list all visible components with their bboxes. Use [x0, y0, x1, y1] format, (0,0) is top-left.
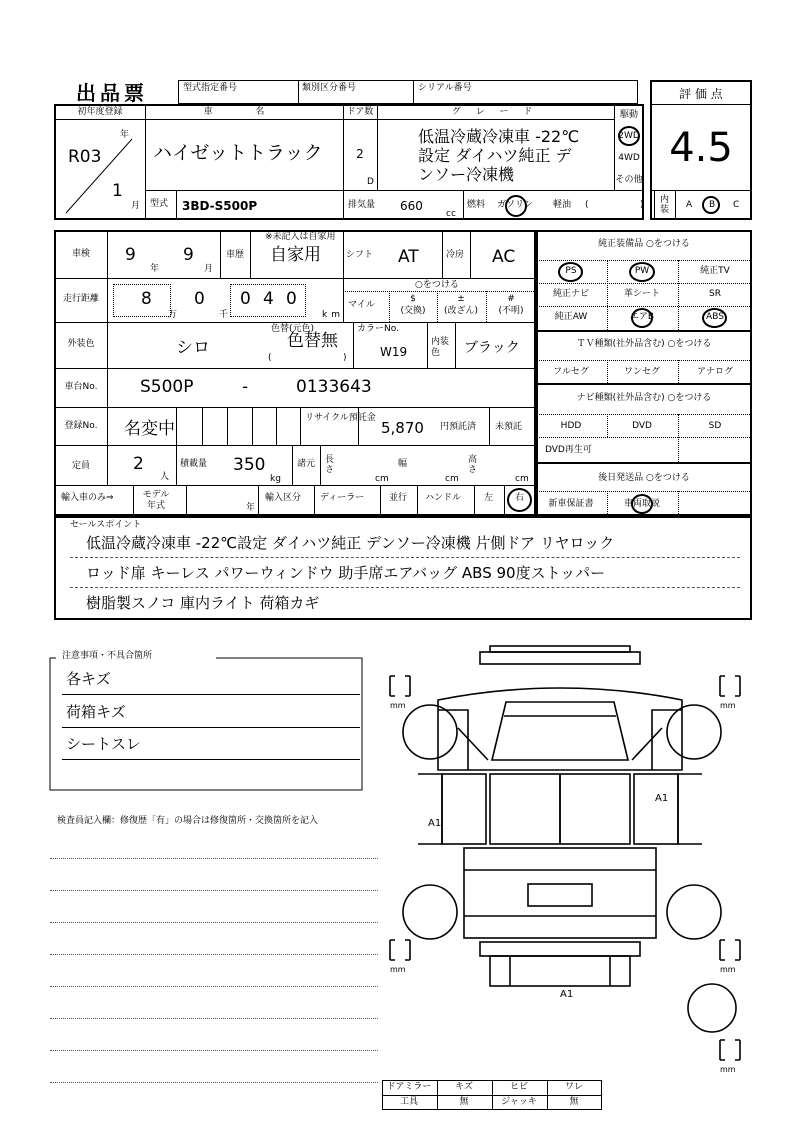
mileage-label: 走行距離: [62, 294, 100, 304]
capacity-unit: 人: [160, 472, 170, 482]
eq-leather: 革シート: [623, 289, 661, 299]
history-note: ※未記入は自家用: [265, 232, 336, 242]
repaint-label: 色替(元色): [271, 324, 315, 334]
later-title: 後日発送品 ○をつける: [598, 473, 690, 483]
fuel-gasoline-circle: [505, 195, 527, 217]
eq-abs-circle: [702, 308, 727, 328]
registration-slash: [60, 135, 140, 215]
load-value: 350: [233, 455, 266, 475]
mileage-sen-unit: 千: [219, 310, 229, 320]
capacity-value: 2: [133, 454, 144, 474]
acc-jack-value: 無: [569, 1097, 579, 1107]
eq-abs: ABS: [706, 312, 724, 322]
recycle-label: リサイクル預託金: [305, 413, 376, 423]
color-no-value: W19: [380, 345, 408, 359]
length-label: 長さ: [325, 455, 335, 475]
mileage-man-unit: 万: [168, 310, 178, 320]
acc-jack: ジャッキ: [501, 1097, 537, 1107]
load-unit: kg: [270, 474, 281, 484]
chassis-dash: -: [242, 377, 249, 397]
inspection-month: 9: [183, 245, 194, 265]
eq-pw: PW: [634, 266, 650, 276]
import-label: 輸入車のみ⇒: [61, 493, 114, 503]
navi-sd: SD: [708, 421, 722, 431]
unknown-label: (不明): [498, 306, 524, 316]
inspection-label: 車検: [71, 249, 91, 259]
displacement-value: 660: [400, 199, 423, 213]
int-color-value: ブラック: [464, 340, 520, 356]
acc-tools: 工具: [399, 1097, 419, 1107]
navi-hdd: HDD: [560, 421, 582, 431]
damage-mark-left: A1: [428, 818, 442, 829]
note-2: 荷箱キズ: [66, 703, 126, 721]
acc-header-mirror: ドアミラー: [386, 1082, 432, 1092]
altered-label: (改ざん): [443, 306, 479, 316]
shift-value: AT: [398, 247, 419, 267]
note-1: 各キズ: [66, 670, 111, 688]
mileage-digit-2: 0: [194, 289, 205, 309]
model-year-unit: 年: [246, 503, 256, 513]
import-class-label: 輸入区分: [265, 493, 302, 503]
vehicle-damage-diagram: [378, 640, 758, 1080]
later-manual: 車両取説: [623, 499, 661, 509]
interior-label: 内装: [660, 195, 670, 215]
acc-header-crack: ヒビ: [509, 1082, 529, 1092]
category-number-label: 類別区分番号: [302, 83, 357, 93]
mileage-digit-1: 8: [141, 289, 152, 309]
mm-label-5: mm: [720, 1065, 736, 1074]
repaint-paren-open: (: [268, 353, 272, 363]
dims-label: 諸元: [297, 459, 316, 469]
serial-number-label: シリアル番号: [418, 83, 472, 93]
navi-dvd: DVD: [632, 421, 652, 431]
tv-analog: アナログ: [696, 367, 734, 377]
drive-2wd: 2WD: [618, 131, 640, 141]
displacement-unit: cc: [446, 209, 456, 219]
grade-text: 低温冷蔵冷凍車 -22℃ 設定 ダイハツ純正 デ ンソー冷凍機: [418, 127, 580, 184]
drive-4wd: 4WD: [618, 153, 640, 163]
repaint-value: 色替無: [287, 331, 338, 351]
history-value: 自家用: [270, 245, 321, 265]
interior-a: A: [686, 200, 693, 210]
car-name: ハイゼットトラック: [153, 142, 323, 164]
ext-color-label: 外装色: [67, 339, 95, 349]
mm-label-4: mm: [720, 965, 736, 974]
handle-right-circle: [507, 488, 532, 512]
recycle-not: 未預託: [495, 422, 523, 432]
recycle-deposited: 円預託済: [440, 422, 477, 432]
month-unit: 月: [131, 201, 141, 211]
drive-other: その他: [615, 175, 643, 185]
doors-suffix: D: [367, 177, 374, 187]
ac-value: AC: [492, 247, 516, 267]
width-label: 幅: [398, 459, 408, 469]
doors-value: 2: [356, 147, 364, 161]
reg-value: 名変中: [124, 419, 175, 439]
import-dealer: ディーラー: [320, 493, 365, 503]
tv-fullseg: フルセグ: [553, 367, 589, 377]
later-manual-circle: [631, 494, 653, 514]
history-label: 車歴: [226, 250, 245, 260]
mileage-km-unit: km: [322, 310, 344, 320]
sales-line-2: ロッド扉 キーレス パワーウィンドウ 助手席エアバッグ ABS 90度ストッパー: [86, 564, 606, 582]
note-3: シートスレ: [66, 735, 141, 753]
recycle-value: 5,870: [381, 419, 424, 437]
color-no-label: カラーNo.: [357, 324, 399, 334]
shift-label: シフト: [346, 250, 374, 260]
load-label: 積載量: [180, 459, 208, 469]
grade-points-value: 4.5: [669, 125, 733, 171]
int-color-label: 内装色: [431, 337, 450, 358]
later-warranty: 新車保証書: [548, 499, 594, 509]
equipment-title: 純正装備品 ○をつける: [598, 239, 690, 249]
navi-dvd-play: DVD再生可: [545, 445, 592, 455]
damage-mark-rear: A1: [560, 989, 574, 1000]
chassis-label: 車台No.: [64, 382, 98, 392]
handle-right: 右: [515, 493, 525, 503]
tv-oneseg: ワンセグ: [623, 367, 661, 377]
sheet-title: 出品票: [76, 81, 148, 105]
width-cm: cm: [445, 474, 459, 484]
interior-box: [650, 190, 752, 220]
eq-sr: SR: [709, 289, 721, 299]
eq-ps-circle: [558, 262, 583, 282]
exchange-label: (交換): [400, 306, 426, 316]
mm-label-1: mm: [390, 701, 406, 710]
acc-header-scratch: キズ: [455, 1082, 473, 1092]
type-number-label: 型式指定番号: [183, 83, 238, 93]
eq-ps: PS: [565, 266, 577, 276]
damage-mark-right: A1: [655, 793, 669, 804]
mm-label-2: mm: [720, 701, 736, 710]
header-id-fields: [178, 80, 638, 104]
fuel-paren-open: (: [585, 200, 589, 210]
import-parallel: 並行: [389, 493, 408, 503]
mileage-digit-5: 0: [286, 289, 297, 309]
model-year-label: モデル年式: [142, 490, 170, 511]
handle-left: 左: [484, 493, 494, 503]
inspector-label: 検査員記入欄：修復歴「有」の場合は修復箇所・交換箇所を記入: [57, 816, 319, 826]
capacity-label: 定員: [71, 461, 91, 471]
eq-navi: 純正ナビ: [552, 289, 590, 299]
circle-note: ○をつける: [415, 280, 459, 290]
acc-header-break: ワレ: [564, 1082, 584, 1092]
ac-label: 冷房: [446, 250, 465, 260]
sales-line-1: 低温冷蔵冷凍車 -22℃設定 ダイハツ純正 デンソー冷凍機 片側ドア リヤロック: [86, 534, 615, 552]
eq-pw-circle: [629, 262, 655, 282]
grade-points-label: 評 価 点: [679, 87, 723, 101]
fuel-light-oil: 軽油: [553, 200, 572, 210]
unknown-symbol: #: [507, 294, 515, 304]
mileage-mile: マイル: [348, 300, 375, 310]
fuel-gasoline: ガソリン: [497, 200, 534, 210]
year-unit: 年: [120, 130, 130, 140]
height-cm: cm: [515, 474, 529, 484]
mileage-digit-3: 0: [240, 289, 251, 309]
mileage-digit-4: 4: [263, 289, 274, 309]
drive-label: 駆動: [619, 110, 639, 120]
doors-label: ドア数: [346, 107, 374, 117]
ext-color-value: シロ: [176, 338, 210, 358]
altered-symbol: ±: [457, 294, 465, 304]
inspection-year-unit: 年: [150, 264, 160, 274]
handle-label: ハンドル: [425, 493, 462, 503]
first-registration-label: 初年度登録: [77, 107, 123, 117]
fuel-paren-close: ): [640, 200, 644, 210]
sales-line-3: 樹脂製スノコ 庫内ライト 荷箱カギ: [86, 594, 320, 612]
first-registration-year: R03: [68, 147, 102, 167]
grade-label: グ レ ー ド: [451, 107, 539, 117]
acc-tools-value: 無: [459, 1097, 469, 1107]
length-cm: cm: [375, 474, 389, 484]
inspection-month-unit: 月: [204, 264, 214, 274]
interior-c: C: [733, 200, 740, 210]
chassis-number: 0133643: [296, 377, 372, 397]
navi-title: ナビ種類(社外品含む) ○をつける: [576, 393, 712, 403]
exchange-symbol: $: [410, 294, 416, 304]
interior-b: B: [709, 200, 716, 210]
eq-airbag: エアB: [629, 312, 655, 322]
drive-2wd-circle: [618, 126, 640, 146]
repaint-paren-close: ): [343, 353, 347, 363]
reg-label: 登録No.: [64, 421, 98, 431]
fuel-label: 燃料: [467, 200, 486, 210]
inspection-year: 9: [125, 245, 136, 265]
sales-point-label: セールスポイント: [70, 520, 142, 530]
car-name-label: 車 名: [203, 107, 285, 117]
chassis-prefix: S500P: [140, 377, 194, 397]
eq-aw: 純正AW: [554, 312, 588, 322]
eq-tv: 純正TV: [700, 266, 730, 276]
eq-airbag-circle: [631, 308, 653, 328]
notes-label: 注意事項・不具合箇所: [62, 651, 153, 661]
displacement-label: 排気量: [348, 200, 376, 210]
first-registration-month: 1: [112, 181, 123, 201]
mm-label-3: mm: [390, 965, 406, 974]
height-label: 高さ: [468, 455, 478, 475]
model-label: 型式: [150, 199, 169, 209]
vehicle-details-box: [54, 230, 536, 516]
tv-title: ＴＶ種類(社外品含む) ○をつける: [576, 339, 712, 349]
model-value: 3BD-S500P: [182, 199, 258, 213]
